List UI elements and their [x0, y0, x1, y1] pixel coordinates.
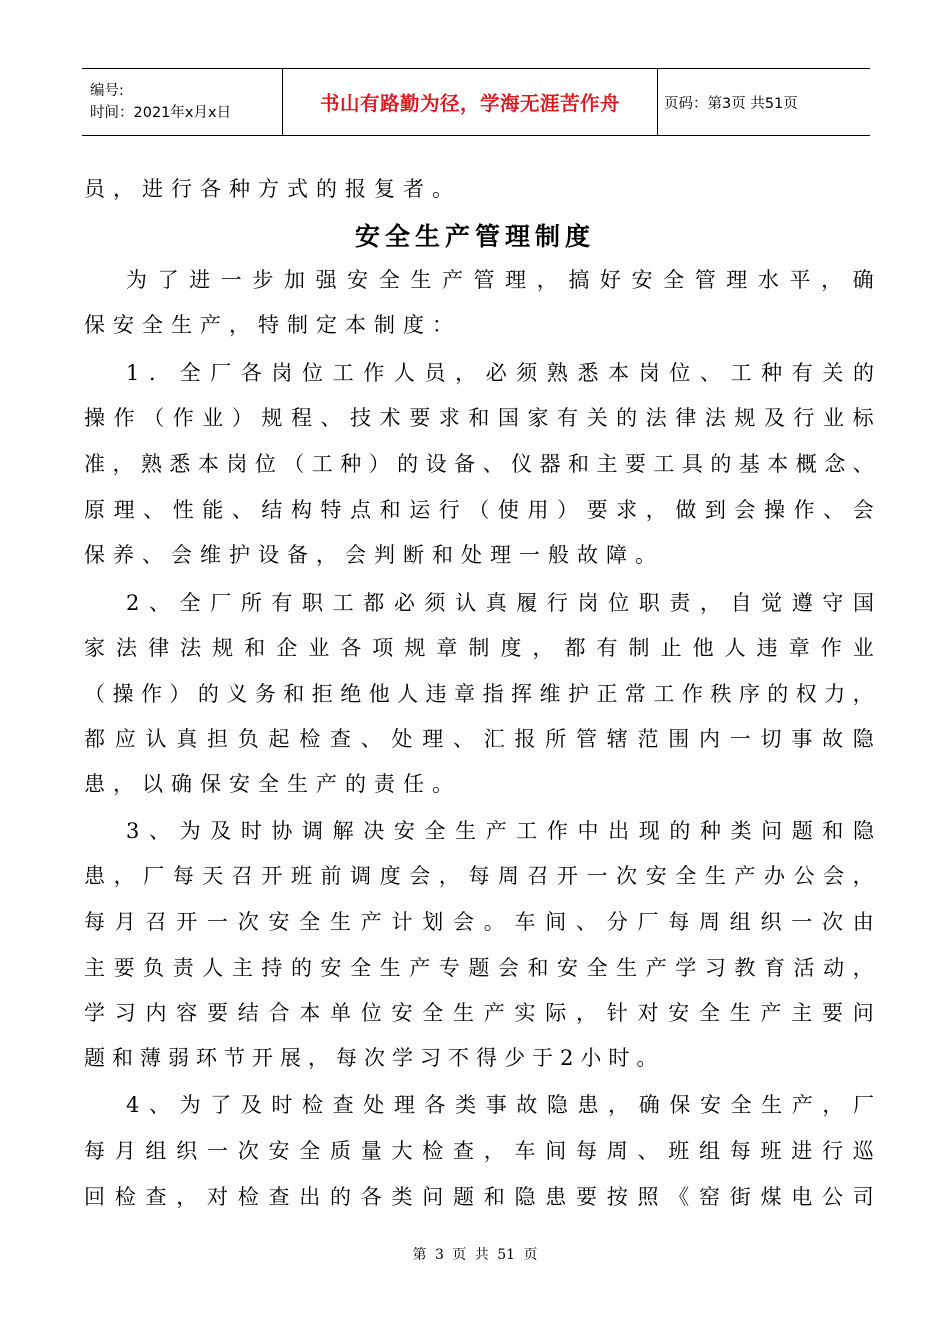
text-line: 题和薄弱环节开展，每次学习不得少于2小时。	[84, 1046, 665, 1070]
text-line: 保安全生产，特制定本制度：	[84, 313, 461, 337]
text-line: 学 习 内 容 要 结 合 本 单 位 安 全 生 产 实 际 ， 针 对 安 全 生 产 主 要 问	[84, 1001, 874, 1025]
text-line: 1 ． 全 厂 各 岗 位 工 作 人 员 ， 必 须 熟 悉 本 岗 位 、 工 种 有 关 的	[126, 361, 874, 385]
header-meta	[82, 69, 282, 135]
header-page-info: 页码：第3页 共51页	[664, 95, 798, 112]
text-line: 为 了 进 一 步 加 强 安 全 生 产 管 理 ， 搞 好 安 全 管 理 水 平 ， 确	[126, 268, 874, 292]
text-line: 保养、会维护设备，会判断和处理一般故障。	[84, 543, 664, 567]
text-line: 患，以确保安全生产的责任。	[84, 772, 461, 796]
text-line: 4 、 为 了 及 时 检 查 处 理 各 类 事 故 隐 患 ， 确 保 安 全 生 产 ， 厂	[126, 1093, 874, 1117]
text-line: 家 法 律 法 规 和 企 业 各 项 规 章 制 度 ， 都 有 制 止 他 人 违 章 作 业	[84, 636, 874, 660]
text-line: 操 作 （ 作 业 ） 规 程 、 技 术 要 求 和 国 家 有 关 的 法 律 法 规 及 行 业 标	[84, 406, 874, 430]
document-number: 编号:	[90, 83, 124, 99]
page-footer: 第 3 页 共 51 页	[412, 1247, 538, 1263]
header-motto: 书山有路勤为径，学海无涯苦作舟	[282, 69, 658, 135]
text-line: 患 ， 厂 每 天 召 开 班 前 调 度 会 ， 每 周 召 开 一 次 安 全 生 产 办 公 会 ，	[84, 864, 874, 888]
text-line: 准 ， 熟 悉 本 岗 位 （ 工 种 ） 的 设 备 、 仪 器 和 主 要 工 具 的 基 本 概 念 、	[84, 452, 874, 476]
document-date: 时间：2021年x月x日	[90, 105, 232, 121]
text-line: 员，进行各种方式的报复者。	[84, 177, 461, 201]
text-line: 主 要 负 责 人 主 持 的 安 全 生 产 专 题 会 和 安 全 生 产 学 习 教 育 活 动 ，	[84, 956, 874, 980]
text-line: 3 、 为 及 时 协 调 解 决 安 全 生 产 工 作 中 出 现 的 种 类 问 题 和 隐	[126, 819, 874, 843]
page-header	[82, 68, 870, 136]
text-line: 每 月 召 开 一 次 安 全 生 产 计 划 会 。 车 间 、 分 厂 每 周 组 织 一 次 由	[84, 910, 874, 934]
text-line: 2 、 全 厂 所 有 职 工 都 必 须 认 真 履 行 岗 位 职 责 ， 自 觉 遵 守 国	[126, 591, 874, 615]
document-title: 安全生产管理制度	[354, 222, 595, 251]
text-line: 每 月 组 织 一 次 安 全 质 量 大 检 查 ， 车 间 每 周 、 班 组 每 班 进 行 巡	[84, 1139, 874, 1163]
text-line: 回 检 查 ， 对 检 查 出 的 各 类 问 题 和 隐 患 要 按 照 《 窑 街 煤 电 公 司	[84, 1185, 874, 1209]
text-line: （ 操 作 ） 的 义 务 和 拒 绝 他 人 违 章 指 挥 维 护 正 常 工 作 秩 序 的 权 力 ，	[84, 682, 874, 706]
text-line: 都 应 认 真 担 负 起 检 查 、 处 理 、 汇 报 所 管 辖 范 围 内 一 切 事 故 隐	[84, 727, 874, 751]
text-line: 原 理 、 性 能 、 结 构 特 点 和 运 行 （ 使 用 ） 要 求 ， 做 到 会 操 作 、 会	[84, 498, 874, 522]
